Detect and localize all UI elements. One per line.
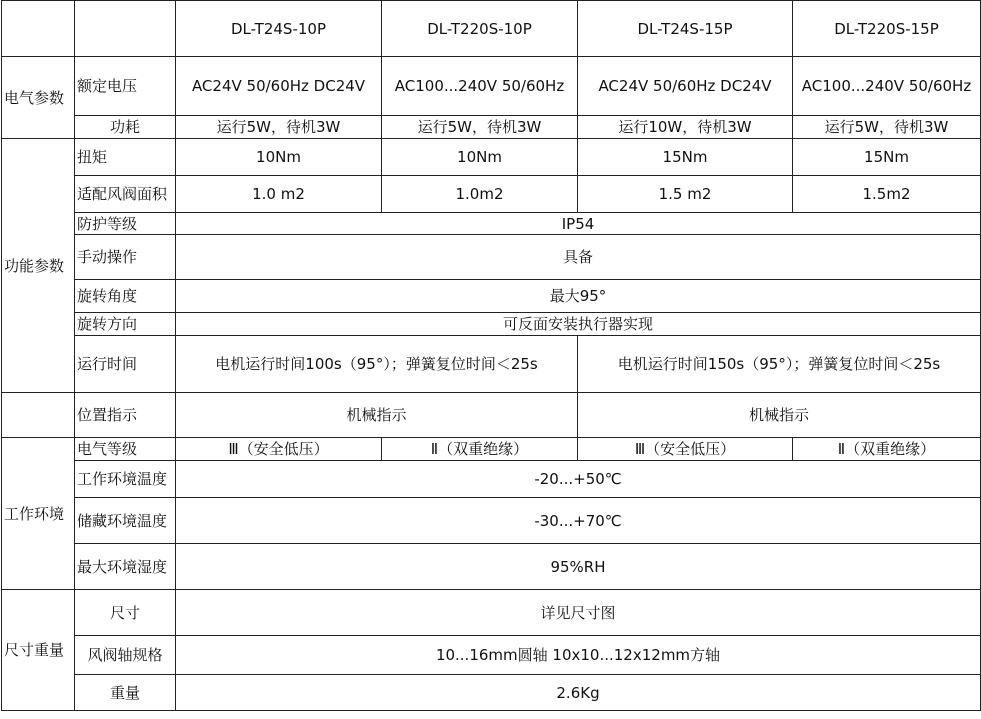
cell-value: 10Nm (382, 139, 578, 176)
cell-value: 运行5W，待机3W (793, 116, 981, 139)
cell-value: 1.5m2 (793, 176, 981, 213)
spec-table (1, 0, 981, 711)
model-header: DL-T220S-15P (793, 1, 981, 57)
row-label: 风阀轴规格 (75, 636, 176, 675)
table-row (2, 213, 981, 235)
cell-value: AC24V 50/60Hz DC24V (176, 57, 382, 116)
table-row (2, 280, 981, 313)
cell-value: 15Nm (793, 139, 981, 176)
cell-value: Ⅲ（安全低压） (578, 438, 793, 461)
cell-value: 2.6Kg (176, 675, 981, 711)
row-label: 旋转方向 (75, 313, 176, 336)
table-row (2, 498, 981, 544)
cell-value: 电机运行时间150s（95°）；弹簧复位时间＜25s (578, 336, 981, 393)
group-label-electrical: 电气参数 (2, 57, 75, 139)
table-row (2, 675, 981, 711)
row-label: 适配风阀面积 (75, 176, 176, 213)
cell-value: 10...16mm圆轴 10x10...12x12mm方轴 (176, 636, 981, 675)
row-label: 旋转角度 (75, 280, 176, 313)
cell-value: Ⅲ（安全低压） (176, 438, 382, 461)
row-label: 储藏环境温度 (75, 498, 176, 544)
table-row (2, 636, 981, 675)
table-row (2, 235, 981, 280)
header-row (2, 1, 981, 57)
table-row (2, 461, 981, 498)
group-label-dimensions: 尺寸重量 (2, 590, 75, 711)
cell-value: 详见尺寸图 (176, 590, 981, 636)
group-label-environment: 工作环境 (2, 438, 75, 590)
cell-value: 1.0m2 (382, 176, 578, 213)
row-label: 工作环境温度 (75, 461, 176, 498)
cell-value: 运行5W，待机3W (382, 116, 578, 139)
cell-value: 1.5 m2 (578, 176, 793, 213)
cell-value: 95%RH (176, 544, 981, 590)
table-row (2, 139, 981, 176)
cell-value: 最大95° (176, 280, 981, 313)
cell-value: 15Nm (578, 139, 793, 176)
table-row (2, 544, 981, 590)
cell-value: 可反面安装执行器实现 (176, 313, 981, 336)
cell-value: 具备 (176, 235, 981, 280)
cell-value: Ⅱ（双重绝缘） (382, 438, 578, 461)
empty-cell (2, 393, 75, 438)
row-label: 重量 (75, 675, 176, 711)
corner-cell (2, 1, 75, 57)
cell-value: AC24V 50/60Hz DC24V (578, 57, 793, 116)
row-label: 尺寸 (75, 590, 176, 636)
row-label: 最大环境湿度 (75, 544, 176, 590)
table-row (2, 438, 981, 461)
group-label-function: 功能参数 (2, 139, 75, 393)
cell-value: AC100...240V 50/60Hz (382, 57, 578, 116)
cell-value: -20...+50℃ (176, 461, 981, 498)
model-header: DL-T24S-15P (578, 1, 793, 57)
table-row (2, 336, 981, 393)
model-header: DL-T24S-10P (176, 1, 382, 57)
row-label: 防护等级 (75, 213, 176, 235)
cell-value: AC100...240V 50/60Hz (793, 57, 981, 116)
table-row (2, 57, 981, 116)
cell-value: 1.0 m2 (176, 176, 382, 213)
row-label: 功耗 (75, 116, 176, 139)
cell-value: -30...+70℃ (176, 498, 981, 544)
table-row (2, 393, 981, 438)
row-label: 位置指示 (75, 393, 176, 438)
cell-value: 电机运行时间100s（95°）；弹簧复位时间＜25s (176, 336, 578, 393)
model-header: DL-T220S-10P (382, 1, 578, 57)
table-row (2, 176, 981, 213)
row-label: 额定电压 (75, 57, 176, 116)
cell-value: IP54 (176, 213, 981, 235)
table-row (2, 590, 981, 636)
cell-value: 运行5W，待机3W (176, 116, 382, 139)
cell-value: Ⅱ（双重绝缘） (793, 438, 981, 461)
row-label: 运行时间 (75, 336, 176, 393)
row-label: 手动操作 (75, 235, 176, 280)
cell-value: 运行10W，待机3W (578, 116, 793, 139)
table-row (2, 116, 981, 139)
row-label: 电气等级 (75, 438, 176, 461)
table-row (2, 313, 981, 336)
corner-cell (75, 1, 176, 57)
cell-value: 机械指示 (176, 393, 578, 438)
cell-value: 机械指示 (578, 393, 981, 438)
row-label: 扭矩 (75, 139, 176, 176)
cell-value: 10Nm (176, 139, 382, 176)
